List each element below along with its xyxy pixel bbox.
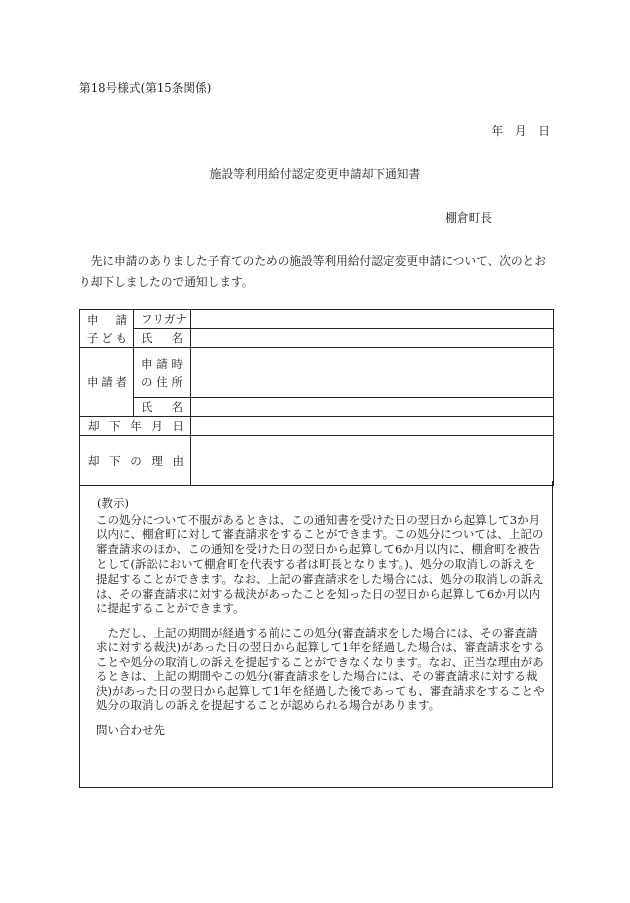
label-character: 請	[115, 312, 127, 327]
label-character: 月	[151, 419, 163, 433]
rejection-reason-field	[191, 436, 554, 486]
label-character: フ	[141, 312, 153, 326]
label-character: 時	[171, 356, 183, 371]
paragraph-line: は、その審査請求に対する裁決があったことを知った日の翌日から起算して6か月以内	[96, 586, 541, 601]
child-name-field	[191, 329, 554, 348]
table-row	[80, 348, 554, 398]
paragraph-line: 求に対する裁決)があった日の翌日から起算して1年を経過した場合は、審査請求をする	[96, 640, 545, 655]
applicant-label-cell	[80, 348, 134, 417]
address-label-line	[141, 355, 183, 373]
label-character: 日	[172, 419, 184, 433]
applicant-name-label	[141, 398, 183, 416]
rejection-reason-label-cell	[80, 436, 191, 486]
label-character: 請	[156, 356, 168, 371]
label-character: 下	[109, 419, 121, 433]
rejection-date-label	[88, 417, 184, 435]
table-row	[80, 329, 554, 348]
label-character: 年	[130, 419, 142, 433]
table-row	[80, 398, 554, 417]
label-character: 理	[151, 453, 163, 468]
label-character: 申	[141, 356, 153, 371]
paragraph-line: この処分について不服があるときは、この通知書を受けた日の翌日から起算して3か月	[96, 512, 541, 527]
child-name-label-cell	[134, 329, 191, 348]
paragraph-line: ただし、上記の期間が経過する前にこの処分(審査請求をした場合には、その審査請	[96, 625, 538, 640]
rejection-reason-label	[88, 452, 184, 470]
rejection-date-label-cell	[80, 417, 191, 436]
applicant-address-field	[191, 348, 554, 398]
child-label-cell	[80, 310, 134, 348]
document-title: 施設等利用給付認定変更申請却下通知書	[209, 167, 421, 181]
label-character: も	[115, 330, 127, 345]
label-character: 却	[88, 419, 100, 433]
child-name-label	[141, 329, 183, 347]
child-furigana-field	[191, 310, 554, 329]
child-label-line	[87, 311, 127, 329]
label-character: 下	[109, 453, 121, 468]
paragraph-line: ことや処分の取消しの訴えを提起することができなくなります。なお、正当な理由があ	[96, 654, 544, 669]
label-character: 子	[87, 330, 99, 345]
instruction-paragraph-2	[96, 626, 545, 713]
label-character: 氏	[141, 331, 153, 345]
table-row	[80, 417, 554, 436]
intro-line: り却下しましたので通知します。	[79, 274, 254, 289]
child-label-line	[87, 329, 127, 347]
applicant-label	[87, 373, 127, 391]
date-line: 年 月 日	[491, 124, 550, 138]
rejection-date-field	[191, 417, 554, 436]
issuer-name: 棚倉町長	[445, 211, 492, 225]
label-character: の	[130, 453, 142, 468]
paragraph-line: 以内に、棚倉町に対して審査請求をすることができます。この処分については、上記の	[96, 527, 544, 542]
instruction-heading: (教示)	[97, 496, 129, 510]
intro-paragraph	[79, 251, 546, 293]
instruction-box	[79, 481, 553, 788]
paragraph-line: 決)があった日の翌日から起算して1年を経過した後であっても、審査請求をすることや	[96, 683, 545, 698]
furigana-label	[141, 310, 187, 328]
label-character: 名	[171, 331, 183, 345]
applicant-name-label-cell	[134, 398, 191, 417]
paragraph-line: として(訴訟において棚倉町を代表する者は町長となります。)、処分の取消しの訴えを	[96, 556, 536, 571]
label-character: 所	[171, 374, 183, 389]
label-character: 者	[115, 375, 127, 389]
label-character: リ	[152, 312, 164, 326]
applicant-name-field	[191, 398, 554, 417]
label-character: の	[141, 374, 153, 389]
label-character: 却	[88, 453, 100, 468]
instruction-paragraph-1	[96, 513, 544, 617]
label-character: 申	[87, 312, 99, 327]
label-character: 氏	[141, 400, 153, 414]
paragraph-line: 処分の取消しの訴えを提起することが認められる場合があります。	[96, 698, 441, 713]
notice-table	[79, 309, 554, 486]
form-number: 第18号様式(第15条関係)	[79, 81, 212, 95]
intro-line: 先に申請のありました子育てのための施設等利用給付認定変更申請について、次のとお	[79, 253, 547, 268]
furigana-label-cell	[134, 310, 191, 329]
table-row	[80, 436, 554, 486]
label-character: 申	[87, 375, 99, 389]
label-character: ど	[101, 330, 113, 345]
label-character: 名	[171, 400, 183, 414]
paragraph-line: に提起することができます。	[96, 601, 245, 616]
label-character: 由	[172, 453, 184, 468]
address-label-line	[141, 373, 183, 391]
label-character: ナ	[175, 312, 187, 326]
address-label-cell	[134, 348, 191, 398]
table-row	[80, 310, 554, 329]
paragraph-line: 審査請求のほか、この通知を受けた日の翌日から起算して6か月以内に、棚倉町を被告	[96, 542, 541, 557]
label-character: ガ	[164, 312, 176, 326]
paragraph-line: 提起することができます。なお、上記の審査請求をした場合には、処分の取消しの訴え	[96, 571, 544, 586]
label-character: 請	[101, 375, 113, 389]
contact-label: 問い合わせ先	[96, 723, 165, 737]
paragraph-line: るときは、上記の期間やこの処分(審査請求をした場合には、その審査請求に対する裁	[96, 669, 538, 684]
label-character: 住	[156, 374, 168, 389]
